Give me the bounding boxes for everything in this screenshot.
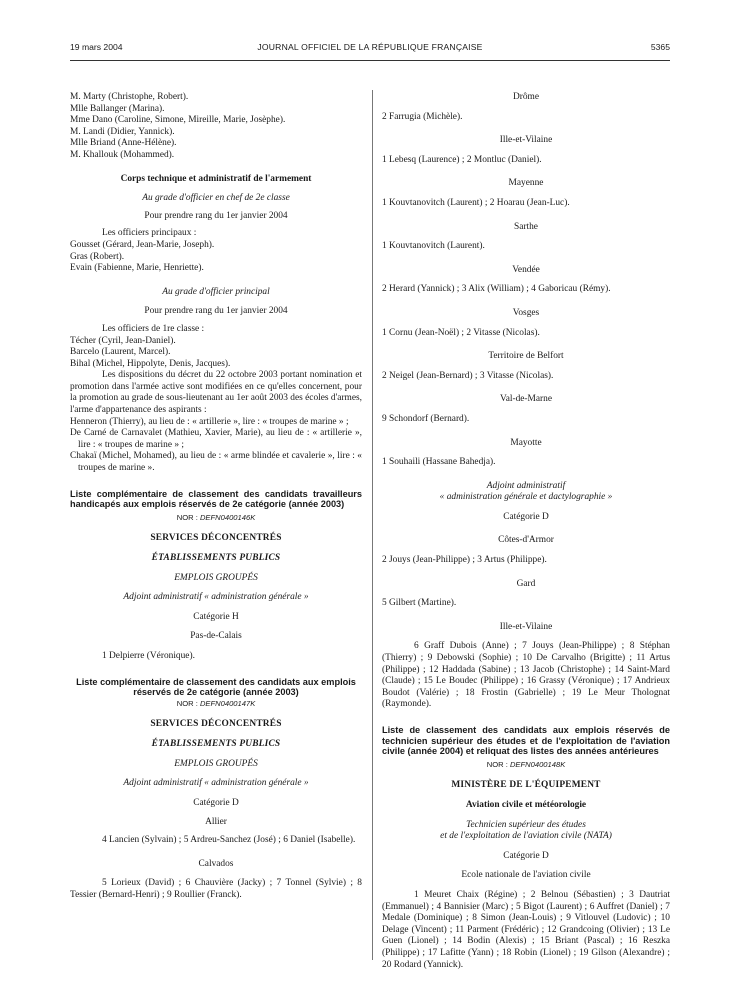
grade-heading: Au grade d'officier en chef de 2e classe [142, 193, 290, 204]
candidate-entry: 9 Schondorf (Bernard). [382, 413, 470, 424]
department-heading: Vendée [512, 264, 540, 275]
candidate-entry: 1 Souhaili (Hassane Bahedja). [382, 457, 496, 468]
officers-label: Les officiers principaux : [102, 228, 197, 239]
department-heading: Mayenne [508, 178, 544, 189]
category-heading: Catégorie D [193, 797, 239, 808]
rank-date: Pour prendre rang du 1er janvier 2004 [144, 306, 288, 317]
nor-code: DEFN0400148K [509, 759, 566, 769]
nor-reference [70, 698, 362, 710]
grade-heading: Au grade d'officier principal [162, 286, 270, 297]
name-line: M. Marty (Christophe, Robert). [70, 92, 189, 102]
department-heading: Calvados [198, 858, 234, 869]
candidate-entry: 1 Delpierre (Véronique). [102, 650, 195, 661]
officer-line: Barcelo (Laurent, Marcel). [70, 347, 171, 358]
nor-reference [70, 512, 362, 524]
officer-line: Bihal (Michel, Hippolyte, Denis, Jacques). [70, 358, 231, 369]
candidate-entry: 1 Cornu (Jean-Noël) ; 2 Vitasse (Nicolas). [382, 327, 540, 338]
job-title-subline: « administration générale et dactylographie » [439, 492, 613, 503]
job-title: Technicien supérieur des études [466, 819, 586, 830]
job-title-subline: et de l'exploitation de l'aviation civile (NATA) [440, 831, 612, 842]
name-line: M. Landi (Didier, Yannick). [70, 126, 175, 137]
candidate-entry: 1 Lebesq (Laurence) ; 2 Montluc (Daniel). [382, 154, 542, 165]
section-heading: Aviation civile et météorologie [465, 799, 587, 810]
officer-line: Gousset (Gérard, Jean-Marie, Joseph). [70, 239, 215, 250]
header-journal-title: JOURNAL OFFICIEL DE LA RÉPUBLIQUE FRANÇAISE [257, 42, 483, 52]
category-heading: Catégorie D [503, 511, 549, 522]
department-heading: Ille-et-Vilaine [499, 621, 553, 632]
school-heading: Ecole nationale de l'aviation civile [461, 870, 591, 881]
category-heading: Catégorie H [193, 611, 239, 622]
services-heading: SERVICES DÉCONCENTRÉS [150, 533, 282, 544]
nor-label: NOR : [176, 512, 200, 522]
category-heading: Catégorie D [503, 850, 549, 861]
emplois-heading: EMPLOIS GROUPÉS [174, 572, 258, 583]
services-heading: SERVICES DÉCONCENTRÉS [150, 719, 282, 730]
department-heading: Allier [205, 817, 227, 828]
column-divider [372, 90, 373, 960]
dispositions-paragraph: Les dispositions du décret du 22 octobre 2003 portant nomination et promotion dans l'armée active sont modifiées en ce qu'elles concernent, pour la promotion au grade de sous-lieutenant au 1er août 2003 des écoles d'armes, l'arme d'appartenance des aspirants : [70, 370, 362, 416]
correction-line: Henneron (Thierry), au lieu de : « artillerie », lire : « troupes de marine » ; [70, 416, 349, 427]
correction-line: Chakaï (Michel, Mohamed), au lieu de : « arme blindée et cavalerie », lire : « troupes de marine ». [70, 451, 362, 474]
nor-label: NOR : [176, 698, 200, 708]
officer-line: Técher (Cyril, Jean-Daniel). [70, 335, 176, 346]
list-title: Liste complémentaire de classement des candidats travailleurs handicapés aux emplois réservés de 2e catégorie (année 2003) [70, 488, 362, 510]
list-title: Liste de classement des candidats aux emplois réservés de technicien supérieur des études et de l'exploitation de l'aviation civile (année 2004) et reliquat des listes des années antérieures [382, 725, 670, 757]
candidate-entry: 2 Neigel (Jean-Bernard) ; 3 Vitasse (Nicolas). [382, 370, 554, 381]
department-heading: Pas-de-Calais [190, 631, 242, 642]
officers-label: Les officiers de 1re classe : [102, 323, 205, 334]
ministry-heading: MINISTÈRE DE L'ÉQUIPEMENT [451, 780, 601, 791]
nor-code: DEFN0400147K [199, 698, 256, 708]
department-heading: Sarthe [514, 221, 538, 232]
corps-heading: Corps technique et administratif de l'armement [120, 173, 312, 184]
left-column [70, 92, 362, 901]
list-title: Liste complémentaire de classement des candidats aux emplois réservés de 2e catégorie (année 2003) [76, 676, 356, 698]
correction-line: De Carné de Carnavalet (Mathieu, Xavier, Marie), au lieu de : « artillerie », lire : « troupes de marine » ; [70, 428, 362, 450]
candidate-entry: 2 Herard (Yannick) ; 3 Alix (William) ; 4 Gaboricau (Rémy). [382, 284, 611, 295]
etablissements-heading: ÉTABLISSEMENTS PUBLICS [151, 553, 281, 563]
name-line: Mlle Briand (Anne-Hélène). [70, 138, 177, 149]
rank-date: Pour prendre rang du 1er janvier 2004 [144, 210, 288, 221]
department-heading: Drôme [512, 92, 540, 102]
department-heading: Mayotte [510, 437, 542, 448]
department-heading: Gard [516, 578, 536, 589]
candidate-entry: 5 Lorieux (David) ; 6 Chauvière (Jacky) ; 7 Tonnel (Sylvie) ; 8 Tessier (Bernard-Henri) ; 9 Roullier (Franck). [70, 878, 362, 900]
department-heading: Val-de-Marne [499, 394, 553, 405]
candidate-entry: 1 Kouvtanovitch (Laurent). [382, 241, 485, 252]
department-heading: Ille-et-Vilaine [499, 135, 553, 146]
candidate-entry: 2 Jouys (Jean-Philippe) ; 3 Artus (Philippe). [382, 555, 547, 566]
job-title: Adjoint administratif « administration générale » [123, 592, 309, 603]
name-line: Mme Dano (Caroline, Simone, Mireille, Marie, Josèphe). [70, 115, 286, 126]
page-header [70, 40, 670, 56]
candidate-entry: 6 Graff Dubois (Anne) ; 7 Jouys (Jean-Philippe) ; 8 Stéphan (Thierry) ; 9 Debowski (Sophie) ; 10 De Carvalho (Brigitte) ; 11 Artus (Philippe) ; 12 Haddada (Sabine) ; 13 Jacob (Christophe) ; 14 Saint-Mard (Claude) ; 15 Le Boudec (Philippe) ; 16 Grassy (Véronique) ; 17 Andrieux Boudot (Valérie) ; 18 Frostin (Gabrielle) ; 19 Le Meur Tholognat (Raymonde). [382, 641, 670, 710]
candidate-entry: 2 Farrugia (Michèle). [382, 111, 463, 122]
department-heading: Côtes-d'Armor [498, 535, 554, 546]
candidate-entry: 1 Kouvtanovitch (Laurent) ; 2 Hoarau (Jean-Luc). [382, 197, 570, 208]
officer-line: Gras (Robert). [70, 251, 125, 262]
nor-code: DEFN0400146K [199, 512, 256, 522]
emplois-heading: EMPLOIS GROUPÉS [174, 758, 258, 769]
department-heading: Vosges [512, 307, 540, 318]
job-title: Adjoint administratif [486, 480, 566, 491]
name-line: Mlle Ballanger (Marina). [70, 103, 165, 114]
nor-reference [382, 759, 670, 771]
candidate-entry: 5 Gilbert (Martine). [382, 598, 457, 609]
header-date: 19 mars 2004 [70, 42, 123, 52]
candidate-entry: 1 Meuret Chaix (Régine) ; 2 Belnou (Sébastien) ; 3 Dautriat (Emmanuel) ; 4 Bannisier (Marc) ; 5 Bigot (Laurent) ; 6 Auffret (Daniel) ; 7 Medale (Dominique) ; 8 Simon (Jean-Louis) ; 9 Vitlouvel (Ludovic) ; 10 Delage (Vincent) ; 11 Parment (Frédéric) ; 12 Grandcoing (Olivier) ; 13 Le Guen (Lionel) ; 14 Bodin (Alexis) ; 15 Briant (Pascal) ; 16 Reszka (Philippe) ; 17 Lafitte (Yann) ; 18 Robin (Lionel) ; 19 Gilson (Alexandre) ; 20 Rodard (Yannick). [382, 889, 670, 970]
officer-line: Evain (Fabienne, Marie, Henriette). [70, 263, 204, 274]
candidate-entry: 4 Lancien (Sylvain) ; 5 Ardreu-Sanchez (José) ; 6 Daniel (Isabelle). [102, 834, 356, 845]
etablissements-heading: ÉTABLISSEMENTS PUBLICS [151, 738, 281, 749]
name-line: M. Khallouk (Mohammed). [70, 149, 175, 160]
department-heading: Territoire de Belfort [488, 351, 564, 362]
right-column [382, 92, 670, 971]
job-title: Adjoint administratif « administration générale » [123, 778, 309, 789]
nor-label: NOR : [486, 759, 510, 769]
header-page-number: 5365 [650, 42, 670, 52]
header-rule [70, 60, 670, 61]
